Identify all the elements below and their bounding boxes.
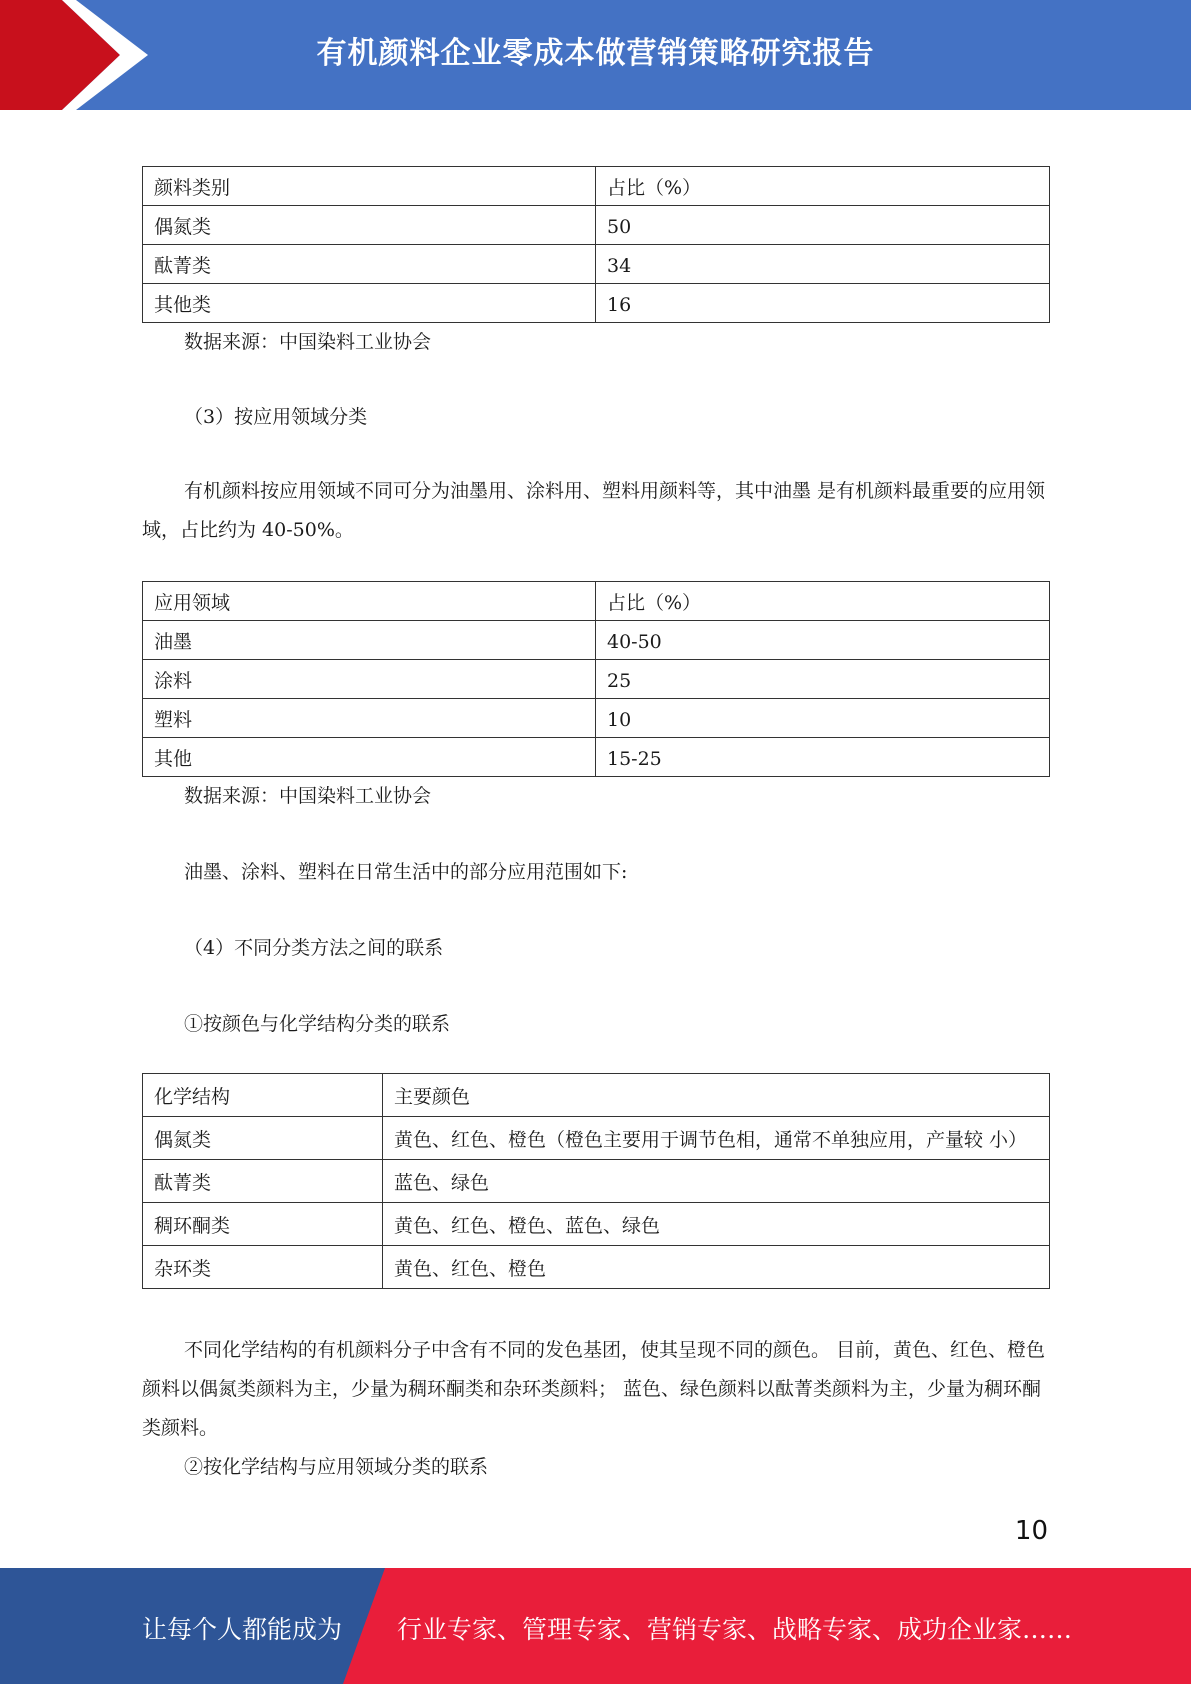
table-header-row [143,1074,1050,1117]
table-cell: 34 [596,245,1050,284]
page-header [0,0,1191,110]
table-row [143,660,1050,699]
table-cell: 应用领域 [143,582,596,621]
application-field-table [142,581,1050,777]
footer-slogan-left: 让每个人都能成为 [142,1615,343,1644]
table-cell: 占比（%） [596,582,1050,621]
table-cell: 50 [596,206,1050,245]
table-cell: 酞菁类 [143,245,596,284]
section-heading: （4）不同分类方法之间的联系 [184,937,444,959]
table-row [143,1117,1050,1160]
page-content [142,166,1049,1486]
table-cell: 占比（%） [596,167,1050,206]
table-row [143,206,1050,245]
table-row [143,1246,1050,1289]
data-source-note: 数据来源：中国染料工业协会 [184,331,432,353]
table-header-row [143,167,1050,206]
table-cell: 偶氮类 [143,206,596,245]
table-cell: 偶氮类 [143,1117,383,1160]
table-cell: 黄色、红色、橙色、蓝色、绿色 [383,1203,1050,1246]
sub-heading: ②按化学结构与应用领域分类的联系 [184,1456,489,1478]
body-paragraph: 不同化学结构的有机颜料分子中含有不同的发色基团，使其呈现不同的颜色。 目前，黄色、红色、橙色颜料以偶氮类颜料为主，少量为稠环酮类和杂环类颜料； 蓝色、绿色颜料以酞菁类颜料为主，少量为稠环酮类颜料。 [142,1339,1046,1439]
table-cell: 蓝色、绿色 [383,1160,1050,1203]
table-header-row [143,582,1050,621]
table-row [143,245,1050,284]
pigment-category-table [142,166,1050,323]
table-cell: 25 [596,660,1050,699]
table-row [143,284,1050,323]
header-title: 有机颜料企业零成本做营销策略研究报告 [316,36,875,71]
table-cell: 稠环酮类 [143,1203,383,1246]
data-source-note: 数据来源：中国染料工业协会 [184,785,432,807]
table-cell: 酞菁类 [143,1160,383,1203]
table-cell: 化学结构 [143,1074,383,1117]
table-row [143,699,1050,738]
table-row [143,738,1050,777]
table-cell: 其他 [143,738,596,777]
table-cell: 涂料 [143,660,596,699]
table-row [143,621,1050,660]
table-cell: 10 [596,699,1050,738]
table-cell: 颜料类别 [143,167,596,206]
table-cell: 其他类 [143,284,596,323]
table-cell: 16 [596,284,1050,323]
color-structure-table [142,1073,1050,1289]
section-heading: （3）按应用领域分类 [184,406,368,428]
table-cell: 15-25 [596,738,1050,777]
table-cell: 塑料 [143,699,596,738]
sub-heading: ①按颜色与化学结构分类的联系 [184,1013,451,1035]
table-cell: 主要颜色 [383,1074,1050,1117]
page-number: 10 [1014,1516,1048,1546]
footer-slogan-right: 行业专家、管理专家、营销专家、战略专家、成功企业家…… [397,1615,1073,1644]
body-paragraph: 油墨、涂料、塑料在日常生活中的部分应用范围如下: [184,861,628,883]
table-cell: 杂环类 [143,1246,383,1289]
table-cell: 黄色、红色、橙色 [383,1246,1050,1289]
table-cell: 黄色、红色、橙色（橙色主要用于调节色相，通常不单独应用，产量较 小） [383,1117,1050,1160]
table-cell: 油墨 [143,621,596,660]
table-row [143,1203,1050,1246]
page-footer [0,1568,1191,1684]
table-row [143,1160,1050,1203]
table-cell: 40-50 [596,621,1050,660]
body-paragraph: 有机颜料按应用领域不同可分为油墨用、涂料用、塑料用颜料等，其中油墨 是有机颜料最重要的应用领域，占比约为 40-50%。 [142,480,1046,541]
